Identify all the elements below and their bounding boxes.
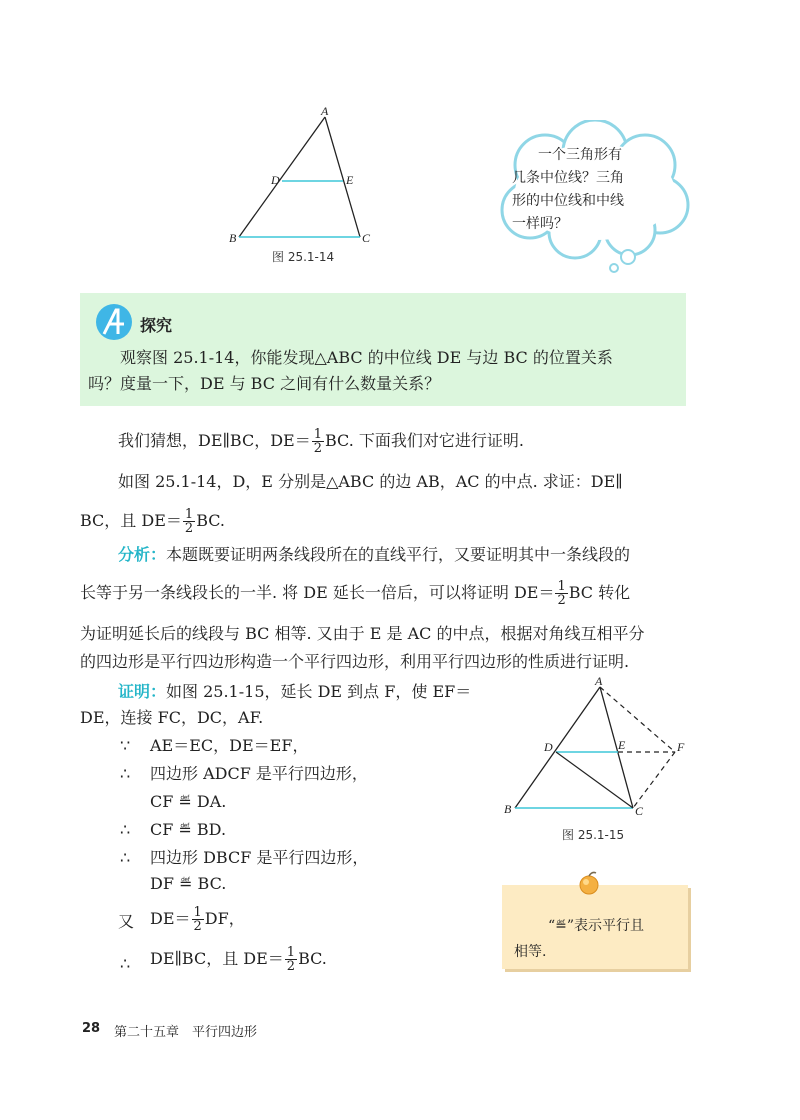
proof-line-2: DE，连接 FC，DC，AF. — [80, 708, 264, 727]
fig2-label-C: C — [635, 804, 644, 818]
pin-icon — [576, 870, 602, 896]
cloud-line-1: 一个三角形有 — [538, 147, 622, 163]
note-line-2: 相等. — [514, 944, 547, 960]
step5-fraction: $\frac{1}{2}$ — [193, 905, 202, 934]
therefore-symbol-2: ∴ — [120, 820, 131, 839]
proof-step-3: CF ≝ BD. — [150, 820, 227, 839]
analysis-label: 分析： — [118, 545, 167, 564]
problem-line-2: BC，且 DE＝ $\frac{1}{2}$ BC. — [80, 507, 225, 536]
proof-step-4a: 四边形 DBCF 是平行四边形， — [150, 848, 369, 867]
label-A: A — [321, 105, 329, 118]
chapter-title: 第二十五章 平行四边形 — [114, 1025, 258, 1040]
analysis-line-1: 分析：本题既要证明两条线段所在的直线平行，又要证明其中一条线段的 — [118, 545, 631, 564]
figure-caption-2: 图 25.1-15 — [562, 828, 625, 842]
fig2-label-D: D — [544, 740, 553, 754]
proof-label: 证明： — [118, 682, 167, 701]
figure-25-1-15 — [500, 675, 700, 820]
label-B: B — [229, 231, 237, 245]
label-D: D — [271, 173, 280, 187]
conjecture-line — [118, 428, 524, 455]
therefore-symbol-3: ∴ — [120, 848, 131, 867]
label-C: C — [362, 231, 371, 245]
conjecture-fraction: $\frac{1}{2}$ — [313, 427, 322, 456]
step6-fraction: $\frac{1}{2}$ — [286, 945, 296, 974]
fig2-label-B: B — [504, 802, 512, 816]
cloud-line-4: 一样吗？ — [512, 216, 568, 232]
fig2-label-E: E — [618, 738, 626, 752]
explore-icon — [94, 302, 134, 342]
conjecture-pre: 我们猜想，DE∥BC，DE＝ — [118, 431, 311, 450]
therefore-symbol-4: ∴ — [120, 954, 131, 973]
because-symbol: ∵ — [120, 736, 131, 755]
figure-25-1-14 — [225, 105, 385, 250]
analysis-line-4: 的四边形是平行四边形构造一个平行四边形，利用平行四边形的性质进行证明. — [80, 652, 630, 671]
fig2-label-A: A — [595, 675, 603, 688]
conjecture-post: BC. 下面我们对它进行证明. — [325, 431, 524, 450]
figure-caption-1: 图 25.1-14 — [272, 250, 335, 264]
analysis-fraction: $\frac{1}{2}$ — [557, 579, 566, 608]
page-number: 28 — [82, 1021, 101, 1036]
therefore-symbol-1: ∴ — [120, 764, 131, 783]
explore-title: 探究 — [140, 316, 173, 335]
proof-step-2a: 四边形 ADCF 是平行四边形， — [150, 764, 368, 783]
proof-step-2b: CF ≝ DA. — [150, 792, 227, 811]
note-line-1: “≝”表示平行且 — [548, 918, 645, 934]
proof-step-5: DE＝ $\frac{1}{2}$ DF， — [150, 905, 245, 934]
proof-step-4b: DF ≝ BC. — [150, 874, 227, 893]
proof-step-6: DE∥BC，且 DE＝ $\frac{1}{2}$ BC. — [150, 945, 327, 974]
explore-line-1: 观察图 25.1-14，你能发现△ABC 的中位线 DE 与边 BC 的位置关系 — [120, 348, 613, 367]
also-symbol: 又 — [118, 912, 135, 931]
cloud-line-2: 几条中位线？三角 — [512, 170, 624, 186]
proof-step-1: AE＝EC，DE＝EF， — [150, 736, 309, 755]
problem-line-1: 如图 25.1-14，D，E 分别是△ABC 的边 AB，AC 的中点. 求证：DE∥ — [118, 472, 623, 491]
proof-line-1: 证明：如图 25.1-15，延长 DE 到点 F，使 EF＝ — [118, 682, 472, 701]
problem-fraction: $\frac{1}{2}$ — [184, 507, 194, 536]
cloud-line-3: 形的中位线和中线 — [512, 193, 624, 209]
label-E: E — [346, 173, 354, 187]
explore-line-2: 吗？度量一下，DE 与 BC 之间有什么数量关系？ — [88, 374, 441, 393]
analysis-line-2: 长等于另一条线段长的一半. 将 DE 延长一倍后，可以将证明 DE＝ $\frac{1}{2}$ BC 转化 — [80, 579, 631, 608]
fig2-label-F: F — [677, 740, 685, 754]
analysis-line-3: 为证明延长后的线段与 BC 相等. 又由于 E 是 AC 的中点，根据对角线互相平分 — [80, 624, 645, 643]
